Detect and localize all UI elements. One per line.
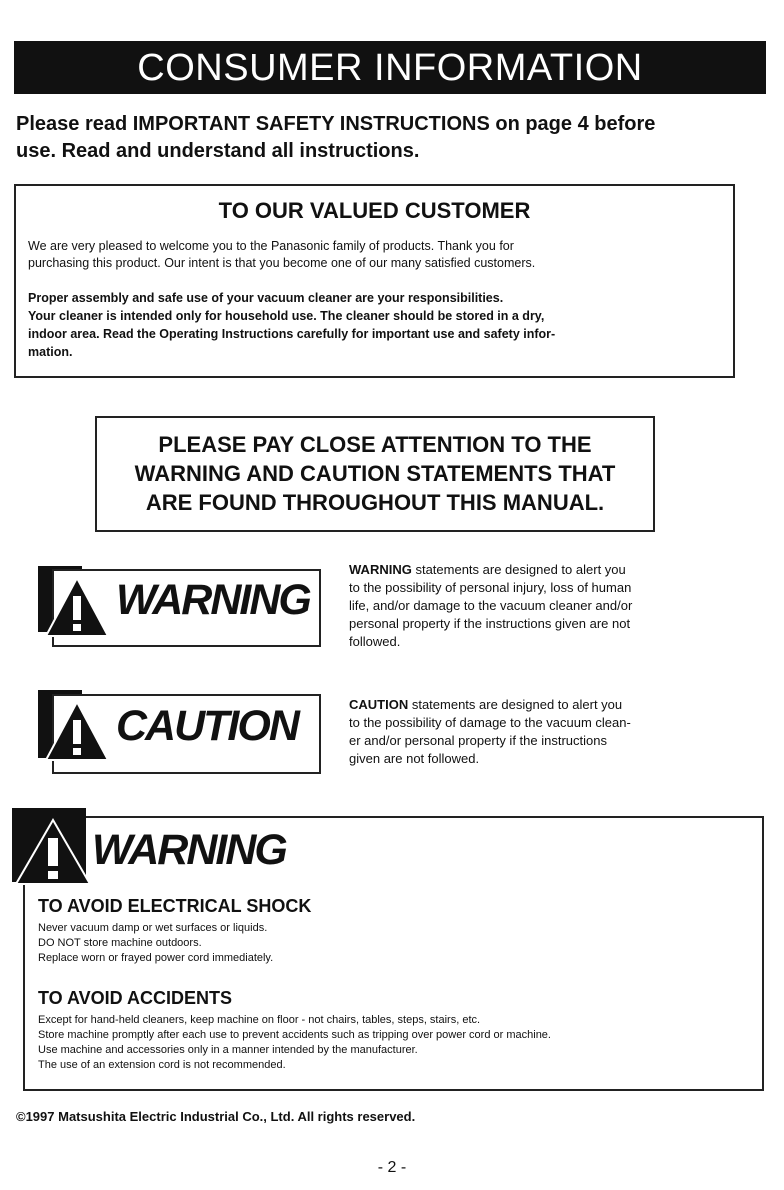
responsibility-paragraph [28, 289, 718, 361]
attention-line-2: WARNING AND CAUTION STATEMENTS THAT [134, 461, 616, 486]
attention-box [95, 416, 655, 532]
intro-line-2: use. Read and understand all instructions. [16, 140, 420, 162]
attention-line-3: ARE FOUND THROUGHOUT THIS MANUAL. [145, 490, 605, 515]
page-number: - 2 - [377, 1159, 407, 1176]
welcome-line-1: We are very pleased to welcome you to the Panasonic family of products. Thank you for [28, 239, 514, 253]
responsibility-line-4: mation. [28, 345, 73, 359]
list-item: Except for hand-held cleaners, keep machine on floor - not chairs, tables, steps, stairs, etc. [38, 1014, 481, 1026]
warning-desc-line-4: personal property if the instructions given are not [349, 616, 631, 631]
warning-description [349, 561, 769, 651]
copyright-notice: ©1997 Matsushita Electric Industrial Co., Ltd. All rights reserved. [16, 1109, 416, 1124]
valued-customer-title: TO OUR VALUED CUSTOMER [218, 198, 531, 223]
welcome-paragraph [28, 238, 718, 272]
big-warning-triangle-icon [14, 818, 92, 886]
attention-line-1: PLEASE PAY CLOSE ATTENTION TO THE [158, 432, 592, 457]
caution-description [349, 696, 769, 768]
responsibility-line-1: Proper assembly and safe use of your vacuum cleaner are your responsibilities. [28, 291, 504, 305]
intro-line-1: Please read IMPORTANT SAFETY INSTRUCTIONS on page 4 before [16, 113, 656, 135]
page-title-banner [14, 41, 766, 94]
warning-desc-line-1: statements are designed to alert you [411, 562, 626, 577]
responsibility-line-2: Your cleaner is intended only for household use. The cleaner should be stored in a dry, [28, 309, 545, 323]
valued-customer-box [14, 184, 735, 378]
list-item: Use machine and accessories only in a manner intended by the manufacturer. [38, 1044, 418, 1056]
accidents-list [38, 1013, 758, 1073]
list-item: The use of an extension cord is not recommended. [38, 1059, 286, 1071]
warning-desc-line-3: life, and/or damage to the vacuum cleaner and/or [349, 598, 633, 613]
caution-triangle-icon [44, 700, 110, 762]
warning-triangle-icon [44, 576, 110, 638]
list-item: DO NOT store machine outdoors. [38, 937, 202, 949]
caution-desc-line-1: statements are designed to alert you [408, 697, 623, 712]
caution-sign [38, 690, 321, 774]
accidents-heading: TO AVOID ACCIDENTS [38, 988, 233, 1008]
electrical-shock-heading: TO AVOID ELECTRICAL SHOCK [38, 896, 312, 916]
caution-desc-line-4: given are not followed. [349, 751, 480, 766]
warning-desc-line-2: to the possibility of personal injury, loss of human [349, 580, 632, 595]
welcome-line-2: purchasing this product. Our intent is that you become one of our many satisfied customers. [28, 256, 536, 270]
list-item: Replace worn or frayed power cord immediately. [38, 952, 274, 964]
warning-lead: WARNING [349, 562, 412, 577]
warning-sign-word: WARNING [116, 576, 310, 624]
list-item: Store machine promptly after each use to prevent accidents such as tripping over power cord or machine. [38, 1029, 551, 1041]
warning-sign [38, 566, 321, 648]
electrical-shock-list [38, 921, 738, 966]
caution-desc-line-2: to the possibility of damage to the vacuum clean- [349, 715, 631, 730]
warning-desc-line-5: followed. [349, 634, 401, 649]
caution-sign-word: CAUTION [116, 702, 298, 750]
caution-desc-line-3: er and/or personal property if the instructions [349, 733, 607, 748]
big-warning-word: WARNING [92, 826, 286, 874]
responsibility-line-3: indoor area. Read the Operating Instructions carefully for important use and safety infor- [28, 327, 556, 341]
page-title: CONSUMER INFORMATION [137, 47, 643, 89]
list-item: Never vacuum damp or wet surfaces or liquids. [38, 922, 268, 934]
intro-text [16, 111, 756, 165]
caution-lead: CAUTION [349, 697, 409, 712]
